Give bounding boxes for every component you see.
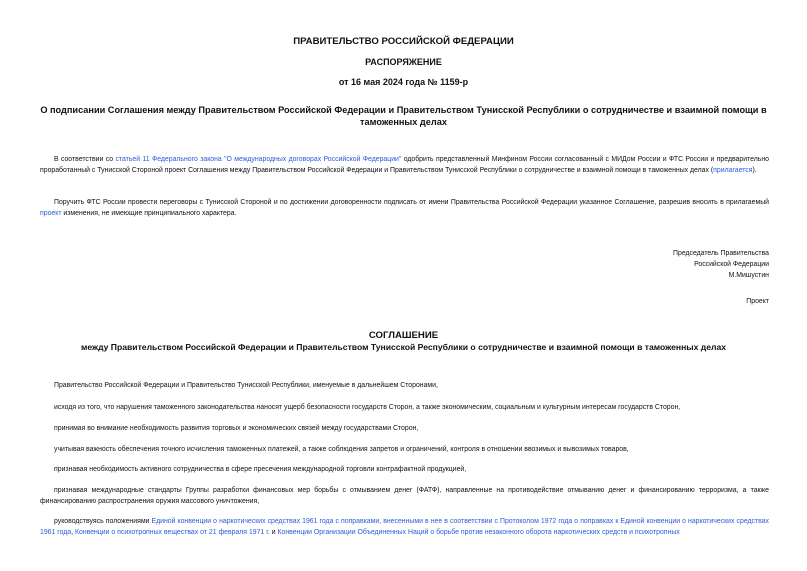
document-type: РАСПОРЯЖЕНИЕ: [365, 57, 442, 67]
government-heading: ПРАВИТЕЛЬСТВО РОССИЙСКОЙ ФЕДЕРАЦИИ: [293, 36, 514, 47]
paragraph-instruction: [40, 197, 769, 219]
signature-name: М.Мишустин: [728, 272, 769, 279]
text: Поручить ФТС России провести переговоры с Тунисской Стороной и по достижении договоренности подписать от имени Правительства Российской Федерации указанное Соглашение, разрешив вносить в прилагаемый: [54, 199, 769, 206]
un-convention-link[interactable]: Конвенции Организации Объединенных Наций о борьбе против незаконного оборота наркотических средств и психотропных: [277, 529, 680, 536]
agreement-paragraph: учитывая важность обеспечения точного исчисления таможенных платежей, а также соблюдения запретов и ограничений, контроля в отношении ввозимых и вывозимых товаров,: [54, 446, 629, 453]
text: руководствуясь положениями: [54, 518, 152, 525]
agreement-paragraph: признавая необходимость активного сотрудничества в сфере пресечения международной торговли контрафактной продукцией,: [54, 466, 467, 473]
draft-label: Проект: [746, 298, 769, 305]
agreement-paragraph: [40, 516, 769, 538]
agreement-paragraph: Правительство Российской Федерации и Правительство Тунисской Республики, именуемые в дальнейшем Сторонами,: [54, 382, 438, 389]
attachment-link[interactable]: прилагается: [713, 167, 753, 174]
text: ,: [71, 529, 75, 536]
draft-link[interactable]: проект: [40, 210, 62, 217]
agreement-paragraph: исходя из того, что нарушения таможенного законодательства наносят ущерб безопасности государств Сторон, а также экономическим, социальным и культурным интересам государств Сторон,: [54, 404, 681, 411]
text: одобрить представленный Минфином России согласованный с МИДом России и ФТС России и предварительно проработанный с Тунисской Стороной проект Соглашения между Правительством Российской Федерации и Правительством Тунисской Республики о сотрудничестве и взаимной помощи в таможенных делах (: [40, 156, 769, 174]
agreement-paragraph: принимая во внимание необходимость развития торговых и экономических связей между государствами Сторон,: [54, 425, 419, 432]
agreement-paragraph: признавая международные стандарты Группы разработки финансовых мер борьбы с отмыванием денег (ФАТФ), направленные на противодействие отмыванию денег и финансированию терроризма, а также финансированию распространения оружия массового уничтожения,: [40, 487, 769, 505]
signature-title: Председатель Правительства: [673, 250, 769, 257]
agreement-subtitle: между Правительством Российской Федерации и Правительством Тунисской Республики о сотрудничестве и взаимной помощи в таможенных делах: [80, 342, 727, 352]
psychotropic-convention-link[interactable]: Конвенции о психотропных веществах от 21 февраля 1971 г.: [74, 529, 270, 536]
agreement-title: СОГЛАШЕНИЕ: [368, 330, 439, 341]
text: изменения, не имеющие принципиального характера.: [61, 210, 237, 217]
signature-block: [673, 248, 769, 281]
single-convention-link[interactable]: Единой конвенции о наркотических средствах 1961 года с поправками, внесенными в нее в соответствии с Протоколом 1972 года о поправках к Единой конвенции о наркотических средствах 1961 года: [40, 518, 769, 536]
text: и: [269, 529, 278, 536]
law-article-link[interactable]: статьей 11 Федерального закона "О международных договорах Российской Федерации": [115, 156, 402, 163]
paragraph-approval: [40, 154, 769, 176]
text: ).: [752, 167, 757, 174]
text: В соответствии со: [54, 156, 116, 163]
document-date-number: от 16 мая 2024 года № 1159-р: [338, 77, 469, 87]
signature-org: Российской Федерации: [694, 261, 769, 268]
document-subject: О подписании Соглашения между Правительством Российской Федерации и Правительством Тунисской Республики о сотрудничестве и взаимной помощи в таможенных делах: [40, 105, 767, 127]
